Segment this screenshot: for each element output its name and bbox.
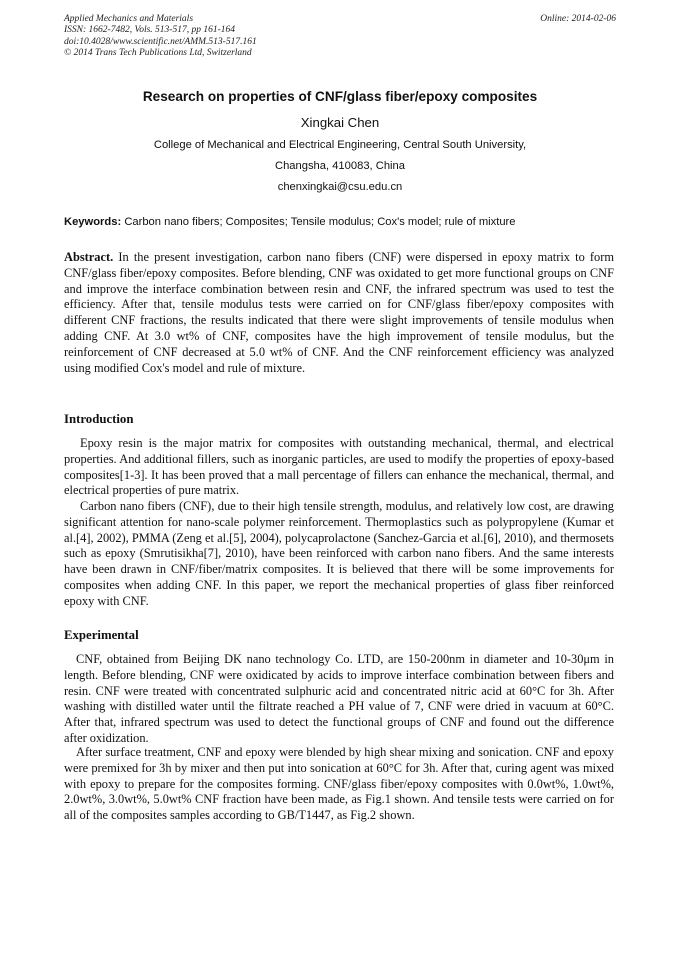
experimental-paragraph-2: After surface treatment, CNF and epoxy were blended by high shear mixing and sonication. CNF and epoxy were premixed for 3h by mixer and then put into sonication at 60°C for 3h. After that, curing agent was mixed with epoxy to prepare for the composites forming. CNF/glass fiber/epoxy composites with 0.0wt%, 1.0wt%, 2.0wt%, 3.0wt%, 5.0wt% CNF fraction have been made, as Fig.1 shown. And tensile tests were carried on for all of the composites samples according to GB/T1447, as Fig.2 shown. [64, 745, 614, 823]
paper-title: Research on properties of CNF/glass fiber/epoxy composites [142, 89, 538, 104]
introduction-paragraph-1: Epoxy resin is the major matrix for composites with outstanding mechanical, thermal, and electrical properties. And additional fillers, such as inorganic particles, are used to modify the properties of epoxy-based composites[1-3]. It has been proved that a mall percentage of fillers can enhance the mechanical, thermal, and electrical properties of pure matrix. [64, 436, 614, 498]
experimental-paragraph-1: CNF, obtained from Beijing DK nano technology Co. LTD, are 150-200nm in diameter and 10-30μm in length. Before blending, CNF were oxidicated by acids to improve interface combination between fibers and resin. CNF were treated with concentrated sulphuric acid and concentrated nitric acid at 60°C for 3h. After washing with distilled water until the filtrate reached a PH value of 7, CNF were dried in vacuum at 60°C. After that, infrared spectrum was used to detect the functional groups of CNF and found out the difference after oxidization. [64, 652, 614, 745]
author-email[interactable]: chenxingkai@csu.edu.cn [277, 181, 403, 193]
abstract-text: In the present investigation, carbon nano fibers (CNF) were dispersed in epoxy matrix to form CNF/glass fiber/epoxy composites. Before blending, CNF was oxidated to get more functional groups on CNF and improve the interface combination between resin and CNF, the infrared spectrum was used to test the efficiency. After that, tensile modulus tests were carried on for CNF/glass fiber/epoxy composites with different CNF fractions, the results indicated that there were slight improvements of tensile modulus when adding CNF. At 3.0 wt% of CNF, composites have the high improvement of tensile modulus, but the reinforcement of CNF decreased at 5.0 wt% of CNF. And the CNF reinforcement efficiency was analyzed using modified Cox's model and rule of mixture. [64, 250, 614, 375]
copyright-line: © 2014 Trans Tech Publications Ltd, Switzerland [64, 47, 252, 58]
introduction-paragraph-2: Carbon nano fibers (CNF), due to their high tensile strength, modulus, and relatively low cost, are drawing significant attention for nano-scale polymer reinforcement. Thermoplastics such as polypropylene (Kumar et al.[4], 2002), PMMA (Zeng et al.[5], 2004), polycaprolactone (Sanchez-Garcia et al.[6], 2010), and thermosets such as epoxy (Smrutisikha[7], 2010), have been reinforced with carbon nano fibers. And the same interests have been drawn in CNF/fiber/matrix composites. It is believed that there will be some improvements for composites when adding CNF. In this paper, we report the mechanical properties of glass fiber reinforced epoxy with CNF. [64, 499, 614, 608]
journal-name: Applied Mechanics and Materials [64, 14, 194, 24]
experimental-heading: Experimental [64, 628, 139, 642]
keywords-text: Carbon nano fibers; Composites; Tensile modulus; Cox's model; rule of mixture [124, 216, 516, 228]
introduction-heading: Introduction [64, 412, 134, 426]
keywords-line [64, 216, 624, 228]
doi-line[interactable]: doi:10.4028/www.scientific.net/AMM.513-517.161 [64, 36, 257, 47]
affiliation-line-2: Changsha, 410083, China [274, 160, 405, 172]
issn-line: ISSN: 1662-7482, Vols. 513-517, pp 161-164 [64, 25, 235, 36]
journal-header [64, 14, 616, 59]
keywords-label: Keywords: [64, 216, 122, 228]
abstract-label: Abstract. [64, 250, 114, 264]
online-date: Online: 2014-02-06 [540, 14, 616, 24]
affiliation-line-1: College of Mechanical and Electrical Engineering, Central South University, [153, 139, 527, 151]
author-name: Xingkai Chen [300, 115, 380, 130]
abstract-paragraph [64, 250, 614, 376]
